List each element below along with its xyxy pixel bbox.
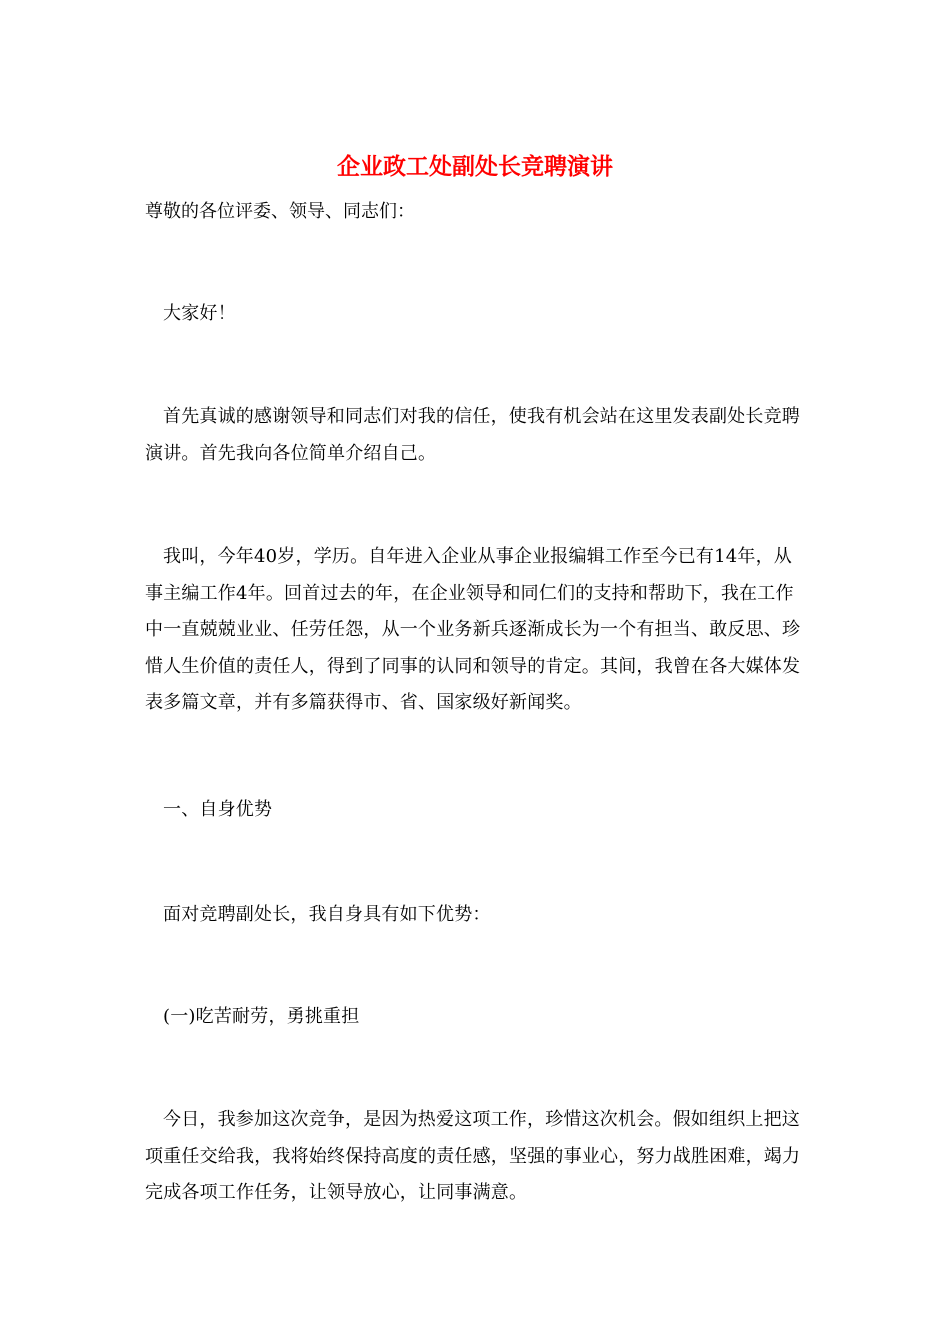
paragraph-strengths-intro: 面对竞聘副处长，我自身具有如下优势：: [163, 904, 491, 925]
salutation: 尊敬的各位评委、领导、同志们：: [145, 201, 415, 222]
paragraph-greeting: 大家好！: [163, 303, 236, 324]
section-heading-strengths: 一、自身优势: [163, 799, 273, 820]
paragraph-self-intro: 我叫，今年40岁，学历。自年进入企业从事企业报编辑工作至今已有14年，从事主编工作4年。回首过去的年，在企业领导和同仁们的支持和帮助下，我在工作中一直兢兢业业、任劳任怨，从一个业务新兵逐渐成长为一个有担当、敢反思、珍惜人生价值的责任人，得到了同事的认同和领导的肯定。其间，我曾在各大媒体发表多篇文章，并有多篇获得市、省、国家级好新闻奖。: [145, 546, 801, 713]
paragraph-thanks: 首先真诚的感谢领导和同志们对我的信任，使我有机会站在这里发表副处长竞聘演讲。首先我向各位简单介绍自己。: [145, 406, 800, 464]
paragraph-commitment: 今日，我参加这次竞争，是因为热爱这项工作，珍惜这次机会。假如组织上把这项重任交给我，我将始终保持高度的责任感，坚强的事业心，努力战胜困难，竭力完成各项工作任务，让领导放心，让同事满意。: [145, 1109, 801, 1203]
document-title: 企业政工处副处长竞聘演讲: [337, 153, 613, 180]
subsection-heading-hardworking: (一)吃苦耐劳，勇挑重担: [163, 1006, 360, 1027]
